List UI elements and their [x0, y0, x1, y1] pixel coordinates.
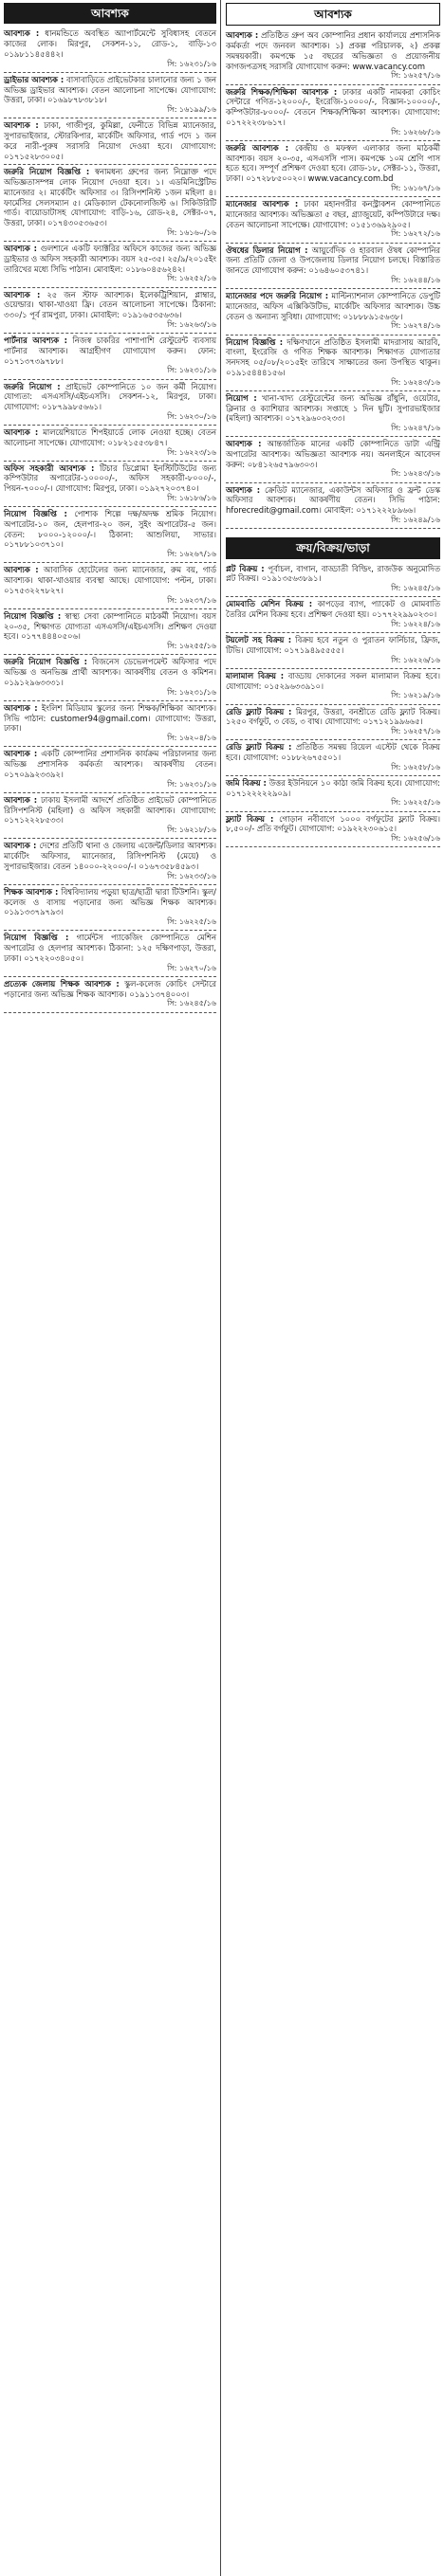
ad-text: কেন্দ্রীয় ও মফস্বল এলাকার জন্য মাঠকর্মী আবশ্যক। বয়স ২০-৩৫, এসএসসি পাস। কমপক্ষে ১০ম শ্রেণি পাস হতে হবে। সম্পূর্ণ প্রশিক্ষণ দেওয়া হবে। রোড-১৮, সেক্টর-১১, উত্তরা, ঢাকা। ০১৭২৮৮৫০০২০। www.vacancy.com.bd — [226, 142, 440, 184]
ad-text: বাড্ডায় দোকানের সকল মালামাল বিক্রয় হবে। যোগাযোগ: ০১৫২৯৬৩৩৯১০। — [226, 670, 440, 691]
ad-text: পোশাক শিল্পে দক্ষ/অদক্ষ শ্রমিক নিয়োগ। অপারেটর-১০ জন, হেলপার-২০ জন, সুইং অপারেটর-৫ জন। বেতন: ৮০০০-১২০০০/-। ঠিকানা: আশুলিয়া, সাভার। ০১৭৮৮১০৩৭১০। — [4, 509, 216, 550]
ad-reference-code: সি: ১৬২৬৩/১৬ — [167, 319, 216, 329]
classified-ad — [226, 85, 440, 141]
classified-ad — [4, 747, 216, 792]
ad-keyword: রেডি ফ্ল্যাট বিক্রয় : — [226, 706, 292, 717]
ad-text: বিজনেস ডেভেলপমেন্ট অফিসার পদে অভিজ্ঞ ও অনভিজ্ঞ প্রার্থী আবশ্যক। আকর্ষণীয় বেতন ও কমিশন। ০১৯১২৯৬৩৩৩১। — [4, 657, 217, 687]
classified-ad — [226, 197, 440, 243]
classified-ad — [4, 507, 216, 563]
ad-keyword: নিয়োগ : — [226, 392, 257, 403]
ad-keyword: ঔষধের ডিলার নিয়োগ : — [226, 245, 308, 255]
ad-keyword: আবশ্যক : — [4, 120, 39, 131]
classified-ad — [4, 73, 216, 118]
classified-ad — [226, 141, 440, 197]
classified-ad — [4, 380, 216, 426]
ad-reference-code: সি: ১৬১৬৭/১৬ — [391, 183, 440, 192]
ad-keyword: আবশ্যক : — [4, 427, 39, 437]
ad-reference-code: সি: ১৬২৩১/১৬ — [167, 59, 216, 68]
classified-ad — [4, 288, 216, 334]
classified-ad — [226, 244, 440, 289]
ad-reference-code: সি: ১৬২৫৮/১৬ — [391, 762, 440, 771]
classified-ad — [226, 483, 440, 529]
ad-keyword: জরুরি নিয়োগ বিজ্ঞপ্তি : — [4, 167, 90, 177]
ad-reference-code: সি: ১৬২৪৭/১৬ — [391, 424, 440, 432]
ad-text: বিশ্ববিদ্যালয় পড়ুয়া ছাত্র/ছাত্রী দ্বারা টিউশনি। স্কুল/কলেজ ও বাসায় পড়ানোর জন্য অভিজ্ঞ শিক্ষক আবশ্যক। ০১৯১৩৩৭৯৭৯৩। — [4, 886, 216, 917]
ad-reference-code: সি: ১৬২৭২/১৬ — [391, 229, 440, 239]
ad-keyword: জরুরি শিক্ষক/শিক্ষিকা আবশ্যক : — [226, 86, 338, 97]
classified-ad — [226, 633, 440, 669]
ad-keyword: জমি বিক্রয় : — [226, 777, 267, 788]
ad-text: গার্মেন্টস প্যাকেজিং কোম্পানিতে মেশিন অপারেটর ও হেলপার আবশ্যক। ঠিকানা: ১২৫ দক্ষিণপাড়া, উত্তরা, ঢাকা। ০১৭২২০৩৪০৫০। — [4, 933, 216, 963]
ad-reference-code: সি: ১৬২৩৩/১৬ — [167, 871, 216, 880]
ad-keyword: অফিস সহকারী আবশ্যক : — [4, 463, 95, 473]
ad-text: স্বনামধন্য গ্রুপের জন্য নিম্নোক্ত পদে অভিজ্ঞতাসম্পন্ন লোক নিয়োগ দেওয়া হবে। ১। এডমিনিস্ট্রেটিভ ম্যানেজার ২। মার্কেটিং অফিসার ৩। রিসিপশনিস্ট ১জন মহিলা ৪। ফার্মেসির সেলসম্যান ৫। মেডিক্যাল টেকনোলজিস্ট ৬। সিকিউরিটি গার্ড। বায়োডাটাসহ যোগাযোগ: বাড়ি-১৬, রোড-২৪, সেক্টর-০৭, উত্তরা, ঢাকা। ০১৭৪৩০৫৩৬৫৩। — [4, 167, 217, 228]
ad-keyword: শিক্ষক আবশ্যক : — [4, 886, 59, 897]
classified-ad — [4, 609, 216, 655]
ad-text: আয়ুর্বেদিক ও হারবাল ঔষধ কোম্পানির জন্য প্রতিটি জেলা ও উপজেলায় ডিলার নিয়োগ চলছে। বিস্তারিত জানতে যোগাযোগ করুন: ০১৬৪৬০৫৩৭৪১। — [226, 245, 440, 276]
ad-keyword: ফ্ল্যাট বিক্রয় : — [226, 813, 274, 824]
ad-text: ঢাকার একটি নামকরা কোচিং সেন্টারে গণিত-১২০০০/-, ইংরেজি-১০০০০/-, বিজ্ঞান-১০০০০/-, কম্পিউটার-৮০০০/- বেতনে শিক্ষক/শিক্ষিকা আবশ্যক। যোগাযোগ: ০১৭২২২৩৮৬১৭। — [226, 86, 440, 127]
ad-text: দক্ষিণখানে প্রতিষ্ঠিত ইসলামী মাদরাসায় আরবি, বাংলা, ইংরেজি ও গণিত শিক্ষক আবশ্যক। শিক্ষাগত যোগ্যতার সনদসহ ০৫/০৮/২০১৫ইং তারিখে সাক্ষাতের জন্য উপস্থিত থাকুন। ০১৯১৫৪৪৪১৫৬। — [226, 336, 440, 377]
classified-ad — [226, 812, 440, 848]
ad-text: স্বাস্থ্য সেবা কোম্পানিতে মাঠকর্মী নিয়োগ। বয়স ২০-৩৫, শিক্ষাগত যোগ্যতা এসএসসি/এইচএসসি। প্রশিক্ষণ দেওয়া হবে। ০১৭৭৪৪৪০৫০৬। — [4, 610, 216, 642]
ad-reference-code: সি: ১৬২৪৯/১৬ — [391, 515, 440, 524]
buy-sell-ads-list — [226, 562, 440, 848]
ad-text: ইংলিশ মিডিয়াম স্কুলের জন্য শিক্ষক/শিক্ষিকা আবশ্যক। সিভি পাঠান: customer94@gmail.com। যোগাযোগ: উত্তরা, ঢাকা। — [4, 702, 216, 734]
ad-text: ক্রেডিট ম্যানেজার, একাউন্টস অফিসার ও ফ্রন্ট ডেস্ক অফিসার আবশ্যক। আকর্ষণীয় বেতন। সিভি পাঠান: hforecredit@gmail.com। মোবাইল: ০১৭১২২২৮৯৬৬। — [226, 484, 440, 516]
ad-keyword: আবশ্যক : — [226, 439, 262, 449]
section-header-buy-sell-rent: ক্রয়/বিক্রয়/ভাড়া — [226, 537, 440, 558]
ad-reference-code: সি: ১৬২৫৭/১৬ — [391, 727, 440, 735]
ad-keyword: পার্টনার আবশ্যক : — [4, 336, 67, 346]
ad-text: প্রতিষ্ঠিত সমন্বয় রিয়েল এস্টেট থেকে বিক্রয় হবে। যোগাযোগ: ০১৮৮২৬৭৫৫০১। — [226, 742, 440, 762]
ad-text: উত্তর ইউনিয়নে ১০ কাঠা জমি বিক্রয় হবে। যোগাযোগ: ০১৭১২২২২২৯০৯। — [226, 777, 441, 798]
ad-text: ধানমন্ডিতে অবস্থিত অ্যাপার্টমেন্টে সুবিধাসহ বেতনে কাজের লোক। মিরপুর, সেকশন-১১, রোড-১, বাড়ি-১৩ ০১৯৮১১৪৫৪৪২। — [4, 28, 216, 59]
classified-ad — [226, 28, 440, 84]
classified-ad — [4, 931, 216, 976]
ad-keyword: আবশ্যক : — [4, 794, 38, 805]
ad-reference-code: সি: ১৬২৪৫/১৬ — [167, 999, 216, 1008]
classified-ad — [4, 27, 216, 72]
ad-keyword: নিয়োগ বিজ্ঞপ্তি : — [4, 509, 67, 519]
left-ads-list — [4, 27, 216, 1012]
classified-ad — [226, 740, 440, 776]
ad-text: কাপড়ের ব্যাগ, প্যাকেট ও মোমবাতি তৈরির মেশিন বিক্রয় হবে। প্রশিক্ষণ দেওয়া হয়। ০১৭৭২২৯৯০২৩০। — [226, 599, 440, 620]
classified-ad — [4, 242, 216, 287]
ad-text: মিরপুর, উত্তরা, বনশ্রীতে রেডি ফ্ল্যাট বিক্রয়। ১২৫০ বর্গফুট, ৩ বেড, ৩ বাথ। যোগাযোগ: ০১৭১২১৯৯৬৬৫। — [226, 706, 440, 727]
ad-text: প্রাইভেট কোম্পানিতে ১০ জন কর্মী নিয়োগ। যোগ্যতা: এসএসসি/এইচএসসি। সেকশন-১২, মিরপুর, ঢাকা। যোগাযোগ: ০১৮৭৯৯৮৫৬৬১। — [4, 381, 217, 412]
ad-keyword: আবশ্যক : — [4, 749, 38, 759]
classified-ad — [226, 391, 440, 437]
ad-reference-code: সি: ১৬২৩১/১৬ — [167, 366, 216, 375]
right-column — [222, 0, 444, 2576]
ad-reference-code: সি: ১৬২২৬/১৬ — [391, 655, 440, 664]
ad-keyword: প্রত্যেক জেলায় শিক্ষক আবশ্যক : — [4, 978, 120, 989]
ad-text: ঢাকা, গাজীপুর, কুমিল্লা, ফেনীতে বিভিন্ন ম্যানেজার, সুপারভাইজার, স্টোরকিপার, মার্কেটিং অফিসার, গার্ড পদে ১ জন করে নারী-পুরুষ সরাসরি নিয়োগ দেওয়া হবে। যোগাযোগ: ০১৭১৫২৮৩০০৫। — [4, 120, 216, 161]
ad-reference-code: সি: ১৬২১৯/১৬ — [391, 691, 440, 700]
ad-reference-code: সি: ১৬২৫২/১৬ — [167, 274, 216, 283]
ad-keyword: মালামাল বিক্রয় : — [226, 670, 285, 680]
ad-keyword: রেডি ফ্ল্যাট বিক্রয় : — [226, 742, 292, 753]
ad-reference-code: সি: ১৬১৬০/১৬ — [167, 227, 216, 237]
ad-keyword: ড্রাইভার আবশ্যক : — [4, 74, 65, 84]
ad-reference-code: সি: ১৬২৭০/১৬ — [167, 963, 216, 972]
ad-keyword: আবশ্যক : — [4, 289, 41, 299]
ad-text: টিচার ডিপ্লোমা ইনস্টিটিউটের জন্য কম্পিউটার অপারেটর-১০০০০/-, অফিস সহকারী-৮০০০/-, পিয়ন-৭০০০/-। যোগাযোগ: মিরপুর, ঢাকা। ০১৯২৭২০৩৭৪০। — [4, 463, 217, 494]
ad-text: খানা-খাদ্য রেস্টুরেন্টের জন্য অভিজ্ঞ রাঁধুনি, ওয়েটার, ক্লিনার ও ক্যাশিয়ার আবশ্যক। সপ্তাহে ১ দিন ছুটি। সুপারভাইজার (মহিলা) আবশ্যক। ০১৭২৯৬০৩২৩৩। — [226, 392, 440, 424]
classified-ad — [4, 839, 216, 884]
classified-ad — [226, 669, 440, 705]
ad-text: পূর্বাচল, বাগান, বাড্ডাতী বিল্ডিং, রাজউক অনুমোদিত প্লট বিক্রয়। ০১৯১৩৫৬৩৮৯১। — [226, 563, 440, 584]
right-ads-list — [226, 28, 440, 529]
ad-text: আন্তর্জাতিক মানের একটি কোম্পানিতে ডাটা এন্ট্রি অপারেটর আবশ্যক। অভিজ্ঞতা আবশ্যক নয়। অনলাইনে আবেদন করুন: ০৮৪১২৬৫৭৯৬৩০৩। — [226, 439, 440, 469]
ad-keyword: জরুরি নিয়োগ : — [4, 381, 61, 391]
ad-reference-code: সি: ১৬২৪৩/১৬ — [391, 469, 440, 479]
ad-text: বাসাবাড়িতে প্রাইভেটকার চালানোর জন্য ১ জন অভিজ্ঞ ড্রাইভার আবশ্যক। বেতন আলোচনা সাপেক্ষে। যোগাযোগ: উত্তরা, ঢাকা। ০১৬৯৮৭৮৩৮১৮। — [4, 74, 216, 105]
classified-ad — [226, 437, 440, 482]
ad-keyword: আবশ্যক : — [4, 565, 39, 575]
classified-ad — [4, 462, 216, 507]
ad-reference-code: সি: ১৬২৪৩/১৬ — [391, 377, 440, 387]
ad-reference-code: সি: ১৬২২৩/১৬ — [167, 447, 216, 457]
ad-keyword: আবশ্যক : — [4, 28, 40, 39]
classified-ad — [226, 289, 440, 335]
ad-keyword: প্লট বিক্রয় : — [226, 563, 265, 573]
classified-ad — [226, 597, 440, 633]
ad-reference-code: সি: ১৬২৫৫/১৬ — [167, 642, 216, 651]
classified-ad — [4, 655, 216, 700]
classified-ad — [4, 885, 216, 931]
ad-keyword: ম্যানেজার পদে জরুরি নিয়োগ : — [226, 291, 329, 301]
ad-keyword: জরুরি নিয়োগ বিজ্ঞপ্তি : — [4, 657, 88, 667]
ad-keyword: জরুরি আবশ্যক : — [226, 142, 289, 153]
classified-ad — [4, 563, 216, 608]
ad-reference-code: সি: ১৬২৪৪/১৬ — [391, 275, 440, 284]
classified-ad — [4, 426, 216, 462]
ad-keyword: মোমবাতি মেশিন বিক্রয় : — [226, 599, 313, 609]
ad-text: একটি কোম্পানির প্রশাসনিক কার্যক্রম পরিচালনার জন্য অভিজ্ঞ প্রশাসনিক কর্মকর্তা আবশ্যক। আকর্ষণীয় বেতন। ০১৭০৯৯২৩৩৯২। — [4, 749, 216, 779]
classified-ad — [4, 165, 216, 242]
left-column — [0, 0, 221, 2576]
classified-ad — [226, 705, 440, 741]
ad-keyword: নিয়োগ বিজ্ঞপ্তি : — [4, 933, 69, 943]
ad-reference-code: সি: ১৬২৫৬/১৬ — [391, 834, 440, 844]
ad-text: ঢাকায় ইসলামী আদর্শে প্রতিষ্ঠিত প্রাইভেট কোম্পানিতে রিসিপশনিস্ট (মহিলা) ও অফিস সহকারী আবশ্যক। যোগাযোগ: ০১৭১২২২৮৫৩৩। — [4, 794, 216, 825]
ad-text: দেশের প্রতিটি থানা ও জেলায় এজেন্ট/ডিলার আবশ্যক। মার্কেটিং অফিসার, ম্যানেজার, রিসিপশনিস্ট (মেয়ে) ও সুপারভাইজার। বেতন ১৪০০০-২২০০০/-। ০১৬৭৩৫৮৪৫৯৩। — [4, 841, 216, 871]
ad-text: স্কুল-কলেজ কোচিং সেন্টারে পড়ানোর জন্য অভিজ্ঞ শিক্ষক আবশ্যক। ০১৯১১৩৭৪০০৩। — [4, 978, 216, 999]
ad-reference-code: সি: ১৬২৭৪/১৬ — [391, 321, 440, 331]
classified-ad — [4, 793, 216, 839]
ad-text: বিক্রয় হবে নতুন ও পুরাতন ফার্নিচার, ফ্রিজ, টিভি। যোগাযোগ: ০১৭১৯৪৯৫৫৫৫। — [226, 635, 440, 655]
ad-reference-code: সি: ১৬১৯৯/১৬ — [167, 105, 216, 115]
ad-text: গুলশানে একটি ফ্যাক্টরির অফিসে কাজের জন্য অভিজ্ঞ ড্রাইভার ও অফিস সহকারী আবশ্যক। বয়স ২৫-৩৫। ২৫/৯/২০১৫ইং তারিখের মধ্যে সিভি পাঠান। মোবাইল: ০১৮৬০৪৫৬২৪২। — [4, 244, 216, 274]
ad-text: নিজস্ব চাকরির পাশাপাশি রেস্টুরেন্ট ব্যবসায় পার্টনার আবশ্যক। আগ্রহীগণ যোগাযোগ করুন। ফোন: ০১৭১৩৭৩৯৭৮৮। — [4, 336, 216, 366]
classified-ad — [4, 118, 216, 165]
ad-keyword: ম্যানেজার আবশ্যক : — [226, 199, 299, 209]
ad-keyword: আবশ্যক : — [4, 841, 37, 851]
ad-reference-code: সি: ১৬২২৫/১৬ — [391, 798, 440, 807]
classified-ad — [4, 701, 216, 747]
ad-text: প্রতিষ্ঠিত গ্রুপ অব কোম্পানির প্রধান কার্যালয়ে প্রশাসনিক কর্মকর্তা পদে জনবল আবশ্যক। ১) প্রকল্প পরিচালক, ২) প্রকল্প সমন্বয়কারী। কমপক্ষে ১৫ বছরের অভিজ্ঞতা ও প্রয়োজনীয় কাগজপত্রসহ সরাসরি যোগাযোগ করুন: www.vacancy.com — [226, 30, 440, 71]
ad-text: ২৫ জন স্টাফ আবশ্যক। ইলেকট্রিশিয়ান, প্লাম্বার, ওয়েল্ডার। থাকা-খাওয়া ফ্রি। বেতন আলোচনা সাপেক্ষে। ঠিকানা: ৩৩০/১ পূর্ব রামপুরা, ঢাকা। মোবাইল: ০১৯১৬৫৩৫৬৩৬। — [4, 289, 216, 320]
ad-text: মাল্টিন্যাশনাল কোম্পানিতে ডেপুটি ম্যানেজার, অফিস এক্সিকিউটিভ, মার্কেটিং অফিসার আবশ্যক। উচ্চ বেতন ও অন্যান্য সুবিধা। যোগাযোগ: ০১৮৮৮৯১৫৬৩৮। — [226, 291, 440, 321]
ad-text: আবাসিক হোটেলের জন্য ম্যানেজার, রুম বয়, গার্ড আবশ্যক। থাকা-খাওয়ার ব্যবস্থা আছে। যোগাযোগ: পল্টন, ঢাকা। ০১৭৫৩২২৭৮২৭। — [4, 565, 216, 595]
ad-keyword: আবশ্যক : — [226, 30, 259, 41]
classified-ad — [226, 562, 440, 598]
ad-reference-code: সি: ১৬২৩০/১৬ — [167, 411, 216, 421]
ad-keyword: আবশ্যক : — [4, 244, 37, 254]
ad-reference-code: সি: ১৬১৮৬/১৬ — [167, 493, 216, 502]
ad-reference-code: সি: ১৬২৬৮/১৬ — [391, 127, 440, 136]
ad-keyword: টয়লেট সহ বিক্রয় : — [226, 635, 292, 645]
ad-text: ঢাকা মহানগরীর কনস্ট্রাকশন কোম্পানিতে ম্যানেজার আবশ্যক। অভিজ্ঞতা ৫ বছর, গ্র্যাজুয়েট, কম্পিউটারে দক্ষ। বেতন আলোচনা সাপেক্ষে। যোগাযোগ: ০১৫১৩৬৯২৯০৫। — [226, 199, 440, 229]
ad-text: মালয়েশিয়াতে শিপইয়ার্ডে লোক নেওয়া হচ্ছে। বেতন আলোচনা সাপেক্ষে। যোগাযোগ: ০১৮২১৫৫৩৮৪৭। — [4, 427, 216, 447]
ad-text: গোড়ান নবীবাগে ১০০০ বর্গফুটের ফ্ল্যাট বিক্রয়। ৮,৫০০/- প্রতি বর্গফুট। যোগাযোগ: ০১৯২২২৩০৬১৫। — [226, 813, 441, 834]
ad-reference-code: সি: ১৬২৫৭/১৬ — [391, 71, 440, 81]
ad-reference-code: সি: ১৬২৬৭/১৬ — [167, 550, 216, 559]
ad-reference-code: সি: ১৬২৩৭/১৬ — [167, 595, 216, 605]
ad-keyword: আবশ্যক : — [4, 702, 38, 713]
ad-reference-code: সি: ১৬২২৫/১৬ — [167, 917, 216, 927]
ad-reference-code: সি: ১৬২১৮/১৬ — [167, 825, 216, 835]
classified-ad — [226, 776, 440, 812]
section-header-wanted-right: আবশ্যক — [226, 3, 440, 26]
ad-reference-code: সি: ১৬২২৪/১৬ — [391, 619, 440, 628]
ad-reference-code: সি: ১৬২৩১/১৬ — [167, 687, 216, 697]
section-header-wanted: আবশ্যক — [4, 3, 216, 24]
classified-ad — [226, 336, 440, 391]
ad-keyword: নিয়োগ বিজ্ঞপ্তি : — [226, 336, 284, 347]
classified-ad — [4, 977, 216, 1013]
classified-ad — [4, 334, 216, 379]
ad-keyword: আবশ্যক : — [226, 484, 261, 495]
ad-reference-code: সি: ১৬২৪৫/১৬ — [391, 584, 440, 593]
ad-keyword: নিয়োগ বিজ্ঞপ্তি : — [4, 610, 62, 621]
ad-reference-code: সি: ১৬২০৪/১৬ — [167, 734, 216, 743]
ad-reference-code: সি: ১৬২৩১/১৬ — [167, 779, 216, 789]
